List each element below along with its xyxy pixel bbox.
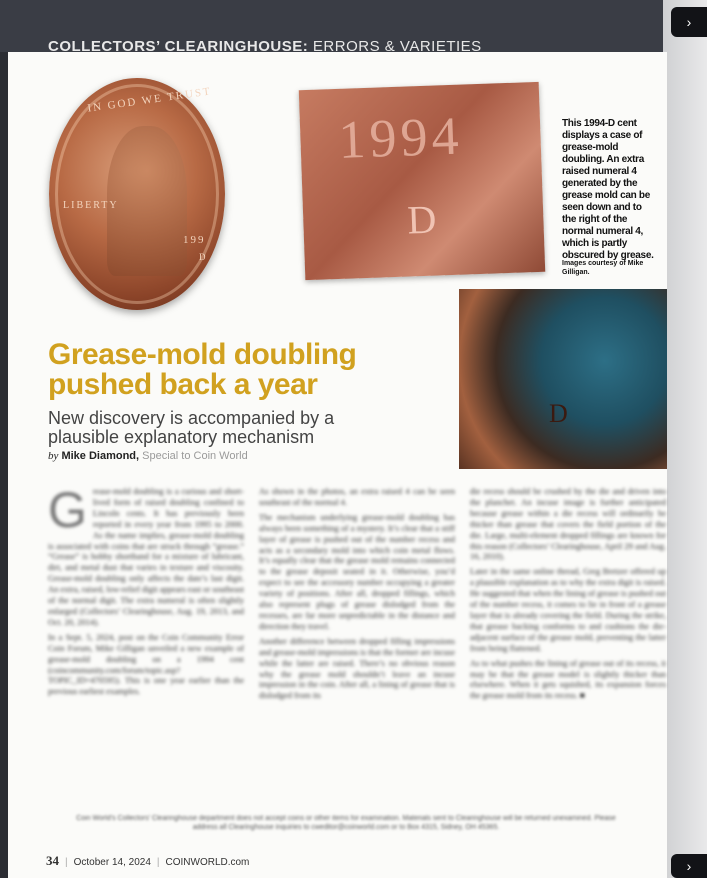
coin-mintmark: D	[199, 252, 208, 262]
body-paragraph: The mechanism underlying grease-mold doubling has always been something of a mystery. It’s clear that a stiff layer of grease is pushed out of the number recess and acts as a secondary mold into which coin metal flows. It’s equally clear that the grease mold remains connected to the grease deposit seated in it. Otherwise, you’d expect to see the accessory number occupying a greater variety of positions. After all, dropped fillings, which also represent plugs of grease dislodged from the recesses, are far more unpredictable in the distance and direction they travel.	[259, 511, 455, 631]
drop-cap: G	[48, 482, 87, 538]
body-paragraph: Grease-mold doubling is a curious and short-lived form of raised doubling confined to Lincoln cents. It has previously been reported in every year from 1995 to 2000. As the name implies, grease-mold doubling is associated with coins that are struck through “grease.” “Grease” is hobby shorthand for a mixture of lubricant, dirt, and metal dust that varies in texture and viscosity. Grease-mold doubling only affects the date’s last digit. An extra, raised, low-relief digit appears east or southeast of the normal digit. The extra numeral is often slightly enlarged (Collectors’ Clearinghouse, Aug. 19, 2013, and Oct. 20, 2014).	[48, 482, 244, 627]
issue-date: October 14, 2024	[73, 857, 151, 868]
body-paragraph: Another difference between dropped filling impressions and grease-mold impressions is that the former are incuse while the latter are raised. There’s no obvious reason why the grease mold shouldn’t leave an incuse impression in the coin. After all, a lining of grease that is dislodged from its	[259, 635, 455, 701]
body-paragraph: In a Sept. 5, 2024, post on the Coin Community Error Coin Forum, Mike Gilligan unveiled a new example of grease-mold doubling on a 1994 cent (coincommunity.com/forum/topic.asp?TOPIC_ID=470595). This is one year earlier than the previous earliest examples.	[48, 631, 244, 697]
site-name: COINWORLD.com	[165, 857, 250, 868]
byline	[48, 450, 248, 462]
magazine-page	[8, 38, 667, 878]
coin-photo	[49, 78, 225, 310]
angled-closeup-photo	[459, 289, 667, 469]
closeup-mintmark: D	[406, 196, 438, 243]
article-dek: New discovery is accompanied by a plausible explanatory mechanism	[48, 408, 335, 447]
coin-liberty: LIBERTY	[63, 200, 119, 211]
angled-mintmark: D	[549, 399, 568, 428]
chevron-right-icon: ›	[686, 14, 692, 30]
body-paragraph: As to what pushes the lining of grease out of its recess, it may be that the grease model is slightly thicker than elsewhere. When it gets squished, its expansion forces the grease mold from its recess. ■	[470, 657, 666, 701]
body-paragraph: die recess should be crushed by the die and driven into the planchet. An incuse image is further anticipated because grease within a die recess will ordinarily be thicker than grease that covers the field portion of the die. Large, multi-element dropped fillings are known for this reason (Collectors’ Clearinghouse, April 29 and Aug. 16, 2010).	[470, 486, 666, 562]
closeup-digits: 1994	[337, 105, 464, 170]
lincoln-bust	[107, 126, 187, 276]
section-label-strong: COLLECTORS’ CLEARINGHOUSE:	[48, 38, 309, 55]
chevron-right-icon: ›	[686, 858, 692, 874]
body-column-1	[48, 482, 244, 802]
section-label	[48, 38, 482, 55]
page-folio: 34 | October 14, 2024 | COINWORLD.com	[46, 853, 250, 868]
body-paragraph: Later in the same online thread, Greg Bretzer offered up a plausible explanation as to why the extra digit is raised. He suggested that when the lining of grease is pushed out of the number recess, it comes to lie in front of a grease layer that is already covering the field. During the strike, that grease backing conforms to and cushions the die-adjacent surface of the grease mold, preventing the latter from being flattened.	[470, 566, 666, 653]
page-number: 34	[46, 853, 59, 868]
body-paragraph: As shown in the photos, an extra raised 4 can be seen southeast of the normal 4.	[259, 486, 455, 507]
article-headline: Grease-mold doubling pushed back a year	[48, 338, 357, 401]
photo-credit: Images courtesy of Mike Gilligan.	[562, 260, 644, 276]
department-footnote: Coin World’s Collectors’ Clearinghouse department does not accept coins or other items for examination. Materials sent to Clearinghouse will be returned unexamined. Please address all Clearinghouse inquiries to cweditor@coinworld.com or to Box 4315, Sidney, OH 45365.	[76, 815, 616, 831]
body-column-2	[259, 486, 455, 802]
date-closeup-photo	[299, 82, 545, 280]
section-label-rest: ERRORS & VARIETIES	[308, 38, 482, 55]
page-scroll-button[interactable]	[671, 854, 707, 878]
body-column-3	[470, 486, 666, 802]
byline-affiliation: Special to Coin World	[142, 450, 248, 462]
next-page-button[interactable]	[671, 7, 707, 37]
coin-year: 199	[183, 234, 206, 246]
byline-by: by	[48, 450, 59, 462]
next-page-edge[interactable]	[663, 0, 707, 878]
byline-author: Mike Diamond,	[61, 450, 140, 462]
photo-caption: This 1994-D cent displays a case of grease-mold doubling. An extra raised numeral 4 generated by the grease mold can be seen down and to the right of the normal numeral 4, which is partly obscured by grease.	[562, 118, 654, 261]
coin-motto: IN GOD WE TRUST	[86, 85, 213, 115]
